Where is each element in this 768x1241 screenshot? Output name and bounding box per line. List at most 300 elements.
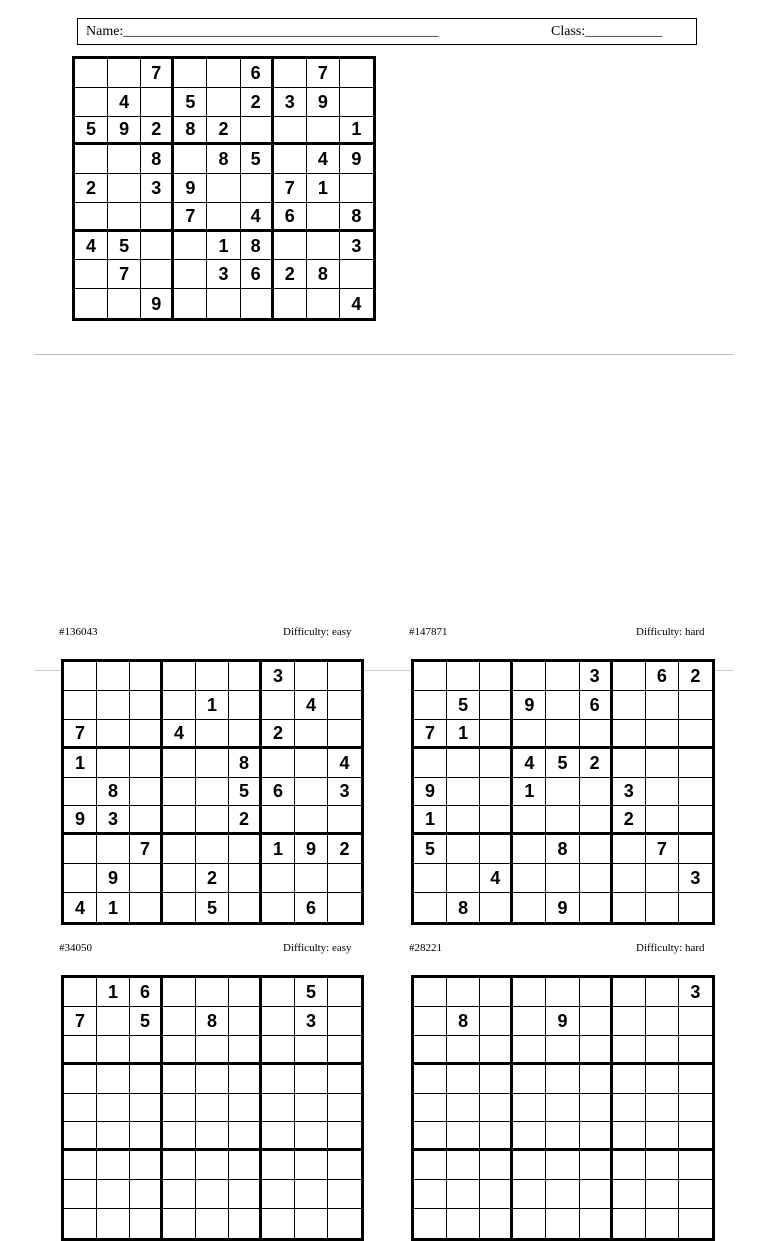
sudoku-cell[interactable] xyxy=(679,1094,712,1123)
sudoku-cell[interactable] xyxy=(262,1007,295,1036)
sudoku-cell[interactable]: 1 xyxy=(414,806,447,835)
sudoku-cell[interactable] xyxy=(480,1007,513,1036)
sudoku-cell[interactable] xyxy=(613,864,646,893)
sudoku-cell[interactable] xyxy=(580,778,613,807)
sudoku-cell[interactable] xyxy=(646,1209,679,1238)
sudoku-cell[interactable] xyxy=(274,59,307,88)
sudoku-cell[interactable] xyxy=(163,893,196,922)
sudoku-cell[interactable] xyxy=(580,1151,613,1180)
sudoku-cell[interactable] xyxy=(546,1094,579,1123)
sudoku-cell[interactable] xyxy=(64,1151,97,1180)
sudoku-cell[interactable] xyxy=(679,691,712,720)
sudoku-cell[interactable] xyxy=(340,260,373,289)
sudoku-cell[interactable] xyxy=(447,1122,480,1151)
sudoku-cell[interactable]: 1 xyxy=(262,835,295,864)
sudoku-cell[interactable] xyxy=(480,806,513,835)
sudoku-cell[interactable]: 4 xyxy=(75,232,108,261)
sudoku-cell[interactable] xyxy=(328,1122,361,1151)
sudoku-cell[interactable]: 4 xyxy=(295,691,328,720)
sudoku-cell[interactable] xyxy=(646,1007,679,1036)
sudoku-cell[interactable] xyxy=(130,1122,163,1151)
sudoku-cell[interactable] xyxy=(163,864,196,893)
sudoku-cell[interactable] xyxy=(513,1036,546,1065)
sudoku-cell[interactable] xyxy=(646,893,679,922)
sudoku-cell[interactable] xyxy=(480,1209,513,1238)
sudoku-cell[interactable] xyxy=(513,1209,546,1238)
sudoku-cell[interactable] xyxy=(130,720,163,749)
sudoku-cell[interactable] xyxy=(163,1151,196,1180)
sudoku-cell[interactable]: 6 xyxy=(580,691,613,720)
sudoku-cell[interactable]: 2 xyxy=(196,864,229,893)
sudoku-cell[interactable] xyxy=(646,720,679,749)
sudoku-cell[interactable] xyxy=(75,260,108,289)
sudoku-cell[interactable]: 3 xyxy=(97,806,130,835)
sudoku-cell[interactable] xyxy=(163,835,196,864)
sudoku-cell[interactable] xyxy=(196,1151,229,1180)
sudoku-cell[interactable]: 1 xyxy=(513,778,546,807)
sudoku-cell[interactable] xyxy=(414,1180,447,1209)
sudoku-cell[interactable] xyxy=(130,893,163,922)
sudoku-cell[interactable] xyxy=(513,835,546,864)
sudoku-cell[interactable] xyxy=(295,720,328,749)
sudoku-cell[interactable] xyxy=(75,203,108,232)
sudoku-cell[interactable]: 4 xyxy=(513,749,546,778)
sudoku-cell[interactable] xyxy=(513,1180,546,1209)
sudoku-cell[interactable] xyxy=(480,691,513,720)
sudoku-cell[interactable] xyxy=(328,1065,361,1094)
sudoku-cell[interactable] xyxy=(328,1151,361,1180)
sudoku-cell[interactable]: 2 xyxy=(141,117,174,146)
sudoku-cell[interactable] xyxy=(64,864,97,893)
sudoku-cell[interactable] xyxy=(295,1151,328,1180)
sudoku-cell[interactable] xyxy=(414,978,447,1007)
sudoku-cell[interactable] xyxy=(229,864,262,893)
sudoku-cell[interactable]: 2 xyxy=(613,806,646,835)
sudoku-cell[interactable] xyxy=(141,88,174,117)
sudoku-cell[interactable] xyxy=(613,1122,646,1151)
sudoku-cell[interactable] xyxy=(546,1065,579,1094)
sudoku-cell[interactable] xyxy=(414,1094,447,1123)
sudoku-cell[interactable] xyxy=(546,1036,579,1065)
sudoku-cell[interactable] xyxy=(229,1036,262,1065)
sudoku-cell[interactable] xyxy=(64,1209,97,1238)
sudoku-cell[interactable] xyxy=(613,720,646,749)
sudoku-cell[interactable] xyxy=(480,720,513,749)
sudoku-cell[interactable] xyxy=(207,174,240,203)
sudoku-cell[interactable] xyxy=(414,864,447,893)
sudoku-cell[interactable] xyxy=(328,1209,361,1238)
sudoku-cell[interactable]: 7 xyxy=(64,720,97,749)
sudoku-cell[interactable] xyxy=(679,1036,712,1065)
sudoku-cell[interactable]: 9 xyxy=(340,145,373,174)
sudoku-cell[interactable]: 2 xyxy=(241,88,274,117)
sudoku-cell[interactable] xyxy=(262,1151,295,1180)
sudoku-cell[interactable] xyxy=(546,1180,579,1209)
sudoku-cell[interactable] xyxy=(229,1094,262,1123)
sudoku-cell[interactable] xyxy=(108,145,141,174)
class-field[interactable]: Class:___________ xyxy=(551,24,663,39)
sudoku-cell[interactable]: 4 xyxy=(480,864,513,893)
sudoku-cell[interactable] xyxy=(196,720,229,749)
sudoku-cell[interactable] xyxy=(447,749,480,778)
sudoku-cell[interactable] xyxy=(613,835,646,864)
sudoku-cell[interactable] xyxy=(328,662,361,691)
sudoku-cell[interactable]: 7 xyxy=(307,59,340,88)
sudoku-cell[interactable]: 1 xyxy=(97,893,130,922)
sudoku-cell[interactable] xyxy=(328,978,361,1007)
sudoku-cell[interactable] xyxy=(64,1094,97,1123)
sudoku-cell[interactable] xyxy=(241,289,274,318)
sudoku-cell[interactable]: 3 xyxy=(274,88,307,117)
sudoku-cell[interactable] xyxy=(580,1007,613,1036)
sudoku-cell[interactable] xyxy=(580,864,613,893)
sudoku-cell[interactable]: 4 xyxy=(64,893,97,922)
sudoku-cell[interactable] xyxy=(580,978,613,1007)
sudoku-cell[interactable]: 5 xyxy=(229,778,262,807)
sudoku-cell[interactable]: 9 xyxy=(307,88,340,117)
sudoku-cell[interactable] xyxy=(340,59,373,88)
sudoku-cell[interactable] xyxy=(447,1094,480,1123)
sudoku-cell[interactable] xyxy=(328,1007,361,1036)
sudoku-cell[interactable]: 8 xyxy=(97,778,130,807)
sudoku-cell[interactable] xyxy=(613,1094,646,1123)
sudoku-cell[interactable] xyxy=(295,1036,328,1065)
sudoku-cell[interactable] xyxy=(513,1122,546,1151)
sudoku-cell[interactable] xyxy=(646,1122,679,1151)
sudoku-cell[interactable] xyxy=(646,1036,679,1065)
sudoku-cell[interactable] xyxy=(340,88,373,117)
sudoku-cell[interactable] xyxy=(75,289,108,318)
sudoku-cell[interactable] xyxy=(274,289,307,318)
sudoku-cell[interactable] xyxy=(229,1209,262,1238)
sudoku-cell[interactable] xyxy=(546,806,579,835)
sudoku-cell[interactable] xyxy=(328,806,361,835)
sudoku-cell[interactable] xyxy=(97,835,130,864)
sudoku-cell[interactable]: 4 xyxy=(163,720,196,749)
sudoku-cell[interactable] xyxy=(646,1065,679,1094)
sudoku-cell[interactable]: 6 xyxy=(241,59,274,88)
sudoku-cell[interactable] xyxy=(262,1122,295,1151)
sudoku-cell[interactable]: 7 xyxy=(646,835,679,864)
sudoku-cell[interactable] xyxy=(64,778,97,807)
sudoku-cell[interactable] xyxy=(141,232,174,261)
sudoku-cell[interactable] xyxy=(580,893,613,922)
sudoku-cell[interactable] xyxy=(480,1151,513,1180)
sudoku-cell[interactable]: 2 xyxy=(274,260,307,289)
sudoku-cell[interactable] xyxy=(414,691,447,720)
sudoku-cell[interactable] xyxy=(130,864,163,893)
sudoku-cell[interactable] xyxy=(613,893,646,922)
sudoku-cell[interactable]: 7 xyxy=(141,59,174,88)
sudoku-cell[interactable] xyxy=(229,1065,262,1094)
sudoku-cell[interactable]: 2 xyxy=(262,720,295,749)
sudoku-cell[interactable] xyxy=(679,1007,712,1036)
sudoku-cell[interactable] xyxy=(64,1122,97,1151)
sudoku-cell[interactable] xyxy=(75,59,108,88)
sudoku-cell[interactable]: 9 xyxy=(513,691,546,720)
sudoku-cell[interactable]: 3 xyxy=(679,978,712,1007)
sudoku-cell[interactable] xyxy=(64,1065,97,1094)
sudoku-cell[interactable] xyxy=(163,978,196,1007)
sudoku-cell[interactable] xyxy=(295,662,328,691)
sudoku-cell[interactable] xyxy=(295,864,328,893)
sudoku-cell[interactable] xyxy=(580,1036,613,1065)
sudoku-cell[interactable]: 9 xyxy=(108,117,141,146)
sudoku-cell[interactable] xyxy=(229,1007,262,1036)
sudoku-cell[interactable] xyxy=(163,778,196,807)
sudoku-cell[interactable] xyxy=(613,1180,646,1209)
sudoku-cell[interactable] xyxy=(513,806,546,835)
sudoku-cell[interactable] xyxy=(262,1180,295,1209)
sudoku-cell[interactable] xyxy=(513,1151,546,1180)
sudoku-cell[interactable] xyxy=(513,978,546,1007)
sudoku-cell[interactable] xyxy=(97,1036,130,1065)
sudoku-cell[interactable] xyxy=(328,864,361,893)
sudoku-cell[interactable] xyxy=(447,806,480,835)
sudoku-cell[interactable]: 2 xyxy=(580,749,613,778)
sudoku-cell[interactable]: 3 xyxy=(207,260,240,289)
sudoku-cell[interactable] xyxy=(513,720,546,749)
sudoku-cell[interactable] xyxy=(679,749,712,778)
sudoku-cell[interactable]: 8 xyxy=(229,749,262,778)
sudoku-cell[interactable] xyxy=(262,893,295,922)
sudoku-cell[interactable] xyxy=(447,662,480,691)
sudoku-cell[interactable] xyxy=(414,1209,447,1238)
sudoku-cell[interactable] xyxy=(613,1209,646,1238)
sudoku-cell[interactable] xyxy=(546,778,579,807)
sudoku-cell[interactable] xyxy=(295,1065,328,1094)
sudoku-cell[interactable] xyxy=(174,232,207,261)
sudoku-cell[interactable] xyxy=(513,864,546,893)
sudoku-cell[interactable] xyxy=(646,1180,679,1209)
sudoku-cell[interactable] xyxy=(580,720,613,749)
sudoku-cell[interactable] xyxy=(580,1180,613,1209)
sudoku-cell[interactable] xyxy=(163,1180,196,1209)
sudoku-cell[interactable] xyxy=(679,1065,712,1094)
sudoku-cell[interactable]: 6 xyxy=(295,893,328,922)
sudoku-cell[interactable] xyxy=(163,662,196,691)
sudoku-cell[interactable] xyxy=(513,1007,546,1036)
sudoku-cell[interactable] xyxy=(414,1151,447,1180)
name-field[interactable]: Name:_____________________________________________ xyxy=(86,24,439,39)
sudoku-cell[interactable] xyxy=(307,232,340,261)
sudoku-cell[interactable] xyxy=(207,289,240,318)
sudoku-cell[interactable] xyxy=(546,691,579,720)
sudoku-cell[interactable] xyxy=(64,691,97,720)
sudoku-cell[interactable] xyxy=(447,864,480,893)
sudoku-cell[interactable]: 4 xyxy=(108,88,141,117)
sudoku-cell[interactable]: 5 xyxy=(130,1007,163,1036)
sudoku-cell[interactable]: 1 xyxy=(97,978,130,1007)
sudoku-cell[interactable] xyxy=(613,749,646,778)
sudoku-cell[interactable] xyxy=(328,1094,361,1123)
sudoku-cell[interactable] xyxy=(64,662,97,691)
sudoku-cell[interactable]: 5 xyxy=(75,117,108,146)
sudoku-cell[interactable] xyxy=(196,806,229,835)
sudoku-cell[interactable] xyxy=(480,662,513,691)
sudoku-cell[interactable] xyxy=(163,1122,196,1151)
sudoku-cell[interactable] xyxy=(546,864,579,893)
sudoku-cell[interactable] xyxy=(64,1036,97,1065)
sudoku-cell[interactable] xyxy=(241,117,274,146)
sudoku-cell[interactable] xyxy=(295,1209,328,1238)
sudoku-cell[interactable]: 8 xyxy=(447,1007,480,1036)
sudoku-cell[interactable]: 2 xyxy=(679,662,712,691)
sudoku-cell[interactable] xyxy=(480,1036,513,1065)
sudoku-cell[interactable]: 7 xyxy=(174,203,207,232)
sudoku-cell[interactable] xyxy=(75,88,108,117)
sudoku-cell[interactable] xyxy=(207,203,240,232)
sudoku-cell[interactable] xyxy=(130,749,163,778)
sudoku-cell[interactable] xyxy=(97,691,130,720)
sudoku-cell[interactable] xyxy=(679,720,712,749)
sudoku-cell[interactable]: 4 xyxy=(351,293,362,314)
sudoku-cell[interactable]: 3 xyxy=(679,864,712,893)
sudoku-cell[interactable] xyxy=(229,978,262,1007)
sudoku-cell[interactable] xyxy=(646,806,679,835)
sudoku-cell[interactable] xyxy=(295,806,328,835)
sudoku-cell[interactable]: 7 xyxy=(414,720,447,749)
sudoku-cell[interactable] xyxy=(307,117,340,146)
sudoku-cell[interactable] xyxy=(414,662,447,691)
sudoku-cell[interactable] xyxy=(295,1180,328,1209)
sudoku-cell[interactable] xyxy=(229,1151,262,1180)
sudoku-cell[interactable] xyxy=(130,806,163,835)
sudoku-cell[interactable] xyxy=(447,1180,480,1209)
sudoku-cell[interactable] xyxy=(130,691,163,720)
sudoku-cell[interactable]: 9 xyxy=(174,174,207,203)
sudoku-cell[interactable] xyxy=(447,978,480,1007)
sudoku-cell[interactable] xyxy=(64,1180,97,1209)
sudoku-cell[interactable] xyxy=(262,864,295,893)
sudoku-cell[interactable] xyxy=(97,662,130,691)
sudoku-cell[interactable]: 9 xyxy=(546,893,579,922)
sudoku-cell[interactable] xyxy=(480,893,513,922)
sudoku-cell[interactable]: 1 xyxy=(207,232,240,261)
sudoku-cell[interactable] xyxy=(262,1209,295,1238)
sudoku-cell[interactable] xyxy=(546,662,579,691)
sudoku-cell[interactable] xyxy=(97,1007,130,1036)
sudoku-cell[interactable] xyxy=(262,1094,295,1123)
sudoku-cell[interactable] xyxy=(480,749,513,778)
sudoku-cell[interactable] xyxy=(328,720,361,749)
sudoku-cell[interactable] xyxy=(613,662,646,691)
sudoku-cell[interactable] xyxy=(141,203,174,232)
sudoku-cell[interactable] xyxy=(480,778,513,807)
sudoku-cell[interactable] xyxy=(130,662,163,691)
sudoku-cell[interactable]: 5 xyxy=(241,145,274,174)
sudoku-cell[interactable] xyxy=(97,749,130,778)
sudoku-cell[interactable] xyxy=(196,1094,229,1123)
sudoku-cell[interactable] xyxy=(207,59,240,88)
sudoku-cell[interactable] xyxy=(447,1065,480,1094)
sudoku-cell[interactable] xyxy=(229,662,262,691)
sudoku-cell[interactable] xyxy=(679,1122,712,1151)
sudoku-cell[interactable] xyxy=(580,1209,613,1238)
sudoku-cell[interactable] xyxy=(163,1036,196,1065)
sudoku-cell[interactable] xyxy=(108,174,141,203)
sudoku-cell[interactable] xyxy=(163,749,196,778)
sudoku-cell[interactable] xyxy=(262,691,295,720)
sudoku-cell[interactable] xyxy=(196,749,229,778)
sudoku-cell[interactable] xyxy=(414,749,447,778)
sudoku-cell[interactable] xyxy=(546,1151,579,1180)
sudoku-cell[interactable]: 9 xyxy=(64,806,97,835)
sudoku-cell[interactable]: 7 xyxy=(108,260,141,289)
sudoku-cell[interactable] xyxy=(130,1065,163,1094)
sudoku-cell[interactable]: 8 xyxy=(196,1007,229,1036)
sudoku-cell[interactable]: 1 xyxy=(307,174,340,203)
sudoku-cell[interactable] xyxy=(613,691,646,720)
sudoku-cell[interactable] xyxy=(295,1094,328,1123)
sudoku-cell[interactable] xyxy=(447,778,480,807)
sudoku-cell[interactable] xyxy=(274,145,307,174)
sudoku-cell[interactable]: 3 xyxy=(141,174,174,203)
sudoku-cell[interactable] xyxy=(97,1209,130,1238)
sudoku-cell[interactable]: 6 xyxy=(262,778,295,807)
sudoku-cell[interactable] xyxy=(174,145,207,174)
sudoku-cell[interactable]: 8 xyxy=(207,145,240,174)
sudoku-cell[interactable]: 5 xyxy=(196,893,229,922)
sudoku-cell[interactable] xyxy=(196,835,229,864)
sudoku-cell[interactable] xyxy=(480,1180,513,1209)
sudoku-cell[interactable] xyxy=(130,1036,163,1065)
sudoku-cell[interactable] xyxy=(97,720,130,749)
sudoku-cell[interactable] xyxy=(414,1036,447,1065)
sudoku-cell[interactable] xyxy=(646,691,679,720)
sudoku-cell[interactable] xyxy=(196,978,229,1007)
sudoku-cell[interactable] xyxy=(196,1036,229,1065)
sudoku-cell[interactable] xyxy=(480,1065,513,1094)
sudoku-cell[interactable] xyxy=(229,691,262,720)
sudoku-cell[interactable] xyxy=(196,1180,229,1209)
sudoku-cell[interactable] xyxy=(307,289,340,318)
sudoku-cell[interactable] xyxy=(262,1065,295,1094)
sudoku-cell[interactable] xyxy=(580,1065,613,1094)
sudoku-cell[interactable]: 2 xyxy=(229,806,262,835)
sudoku-cell[interactable] xyxy=(447,1151,480,1180)
sudoku-cell[interactable] xyxy=(679,1180,712,1209)
sudoku-cell[interactable]: 4 xyxy=(328,749,361,778)
sudoku-cell[interactable]: 3 xyxy=(328,778,361,807)
sudoku-cell[interactable]: 5 xyxy=(108,232,141,261)
sudoku-cell[interactable] xyxy=(646,778,679,807)
sudoku-cell[interactable] xyxy=(196,778,229,807)
sudoku-cell[interactable] xyxy=(307,203,340,232)
sudoku-cell[interactable] xyxy=(196,1122,229,1151)
sudoku-cell[interactable] xyxy=(646,1094,679,1123)
sudoku-cell[interactable] xyxy=(328,1036,361,1065)
sudoku-cell[interactable] xyxy=(480,978,513,1007)
sudoku-cell[interactable] xyxy=(414,893,447,922)
sudoku-cell[interactable]: 1 xyxy=(196,691,229,720)
sudoku-cell[interactable] xyxy=(97,1151,130,1180)
sudoku-cell[interactable] xyxy=(229,835,262,864)
sudoku-cell[interactable] xyxy=(646,749,679,778)
sudoku-cell[interactable] xyxy=(196,1209,229,1238)
sudoku-cell[interactable] xyxy=(480,1094,513,1123)
sudoku-cell[interactable]: 1 xyxy=(64,749,97,778)
sudoku-cell[interactable] xyxy=(108,203,141,232)
sudoku-cell[interactable] xyxy=(447,1209,480,1238)
sudoku-cell[interactable] xyxy=(613,978,646,1007)
sudoku-cell[interactable] xyxy=(196,1065,229,1094)
sudoku-cell[interactable] xyxy=(174,59,207,88)
sudoku-cell[interactable] xyxy=(513,893,546,922)
sudoku-cell[interactable]: 9 xyxy=(97,864,130,893)
sudoku-cell[interactable] xyxy=(75,145,108,174)
sudoku-cell[interactable] xyxy=(328,691,361,720)
